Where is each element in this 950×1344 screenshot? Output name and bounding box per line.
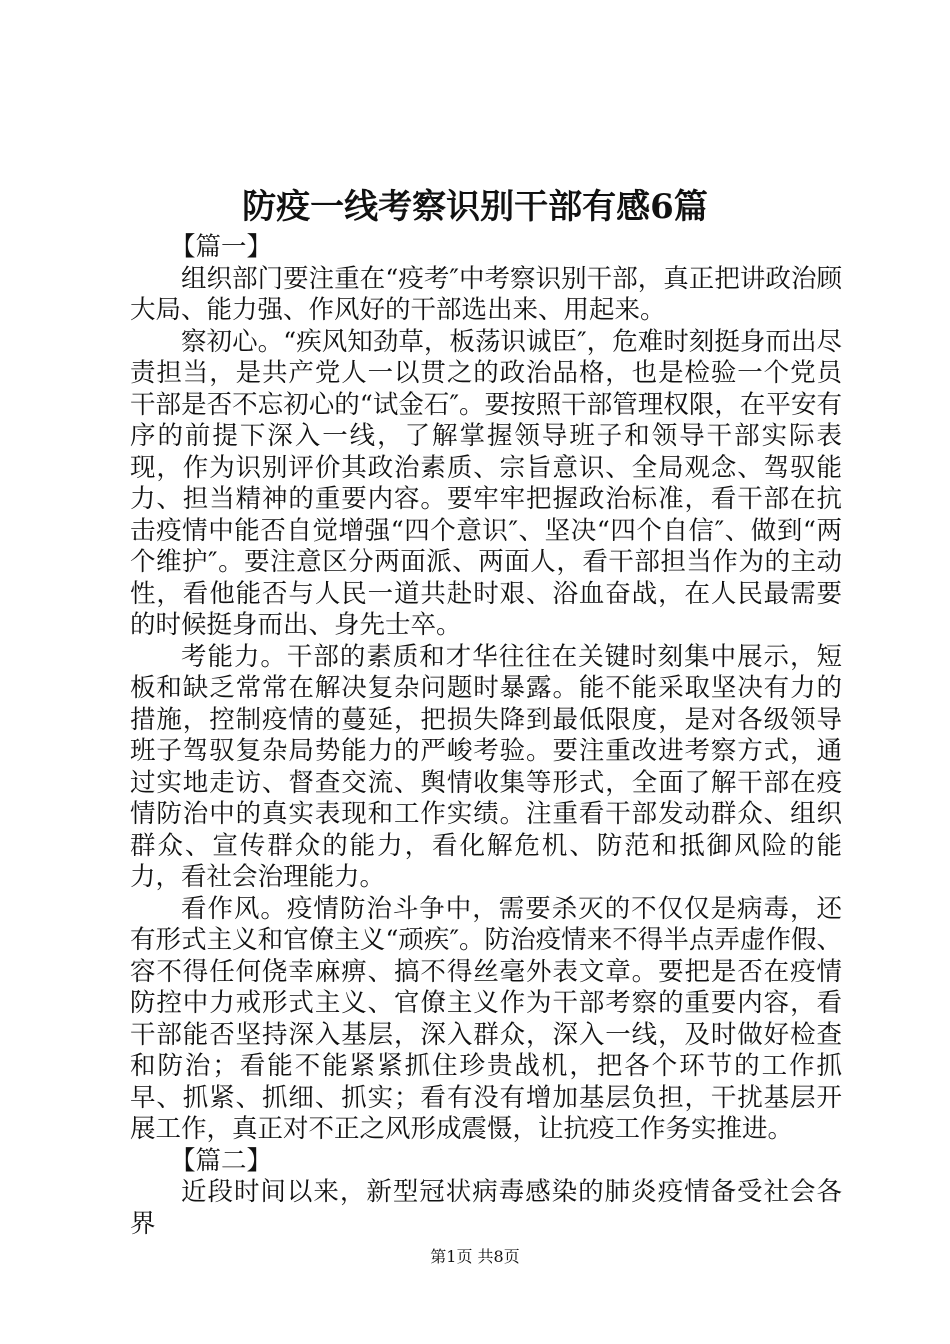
body-paragraph: 看作风。疫情防治斗争中，需要杀灭的不仅仅是病毒，还有形式主义和官僚主义“顽疾″。防治疫情来不得半点弄虚作假、容不得任何侥幸麻痹、搞不得丝毫外表文章。要把是否在疫情防控中力戒形式主义、官僚主义作为干部考察的重要内容，看干部能否坚持深入基层，深入群众，深入一线，及时做好检查和防治；看能不能紧紧抓住珍贵战机，把各个环节的工作抓早、抓紧、抓细、抓实；看有没有增加基层负担，干扰基层开展工作，真正对不正之风形成震慑，让抗疫工作务实推进。 — [130, 893, 842, 1144]
section-heading: 【篇二】 — [170, 1145, 273, 1176]
page-footer: 第1页 共8页 — [430, 1247, 520, 1266]
body-paragraph: 察初心。“疾风知劲草，板荡识诚臣″，危难时刻挺身而出尽责担当，是共产党人一以贯之的政治品格，也是检验一个党员干部是否不忘初心的“试金石″。要按照干部管理权限，在平安有序的前提下深入一线，了解掌握领导班子和领导干部实际表现，作为识别评价其政治素质、宗旨意识、全局观念、驾驭能力、担当精神的重要内容。要牢牢把握政治标准，看干部在抗击疫情中能否自觉增强“四个意识″、坚决“四个自信″、做到“两个维护″。要注意区分两面派、两面人，看干部担当作为的主动性，看他能否与人民一道共赴时艰、浴血奋战，在人民最需要的时候挺身而出、身先士卒。 — [130, 326, 842, 640]
body-paragraph: 组织部门要注重在“疫考″中考察识别干部，真正把讲政治顾大局、能力强、作风好的干部选出来、用起来。 — [130, 263, 842, 325]
body-paragraph: 考能力。干部的素质和才华往往在关键时刻集中展示，短板和缺乏常常在解决复杂问题时暴露。能不能采取坚决有力的措施，控制疫情的蔓延，把损失降到最低限度，是对各级领导班子驾驭复杂局势能力的严峻考验。要注重改进考察方式，通过实地走访、督查交流、舆情收集等形式，全面了解干部在疫情防治中的真实表现和工作实绩。注重看干部发动群众、组织群众、宣传群众的能力，看化解危机、防范和抵御风险的能力，看社会治理能力。 — [130, 641, 842, 892]
document-title: 防疫一线考察识别干部有感6篇 — [242, 187, 708, 227]
body-paragraph: 近段时间以来，新型冠状病毒感染的肺炎疫情备受社会各界 — [130, 1177, 842, 1239]
document-body — [130, 232, 842, 1240]
section-heading: 【篇一】 — [170, 232, 273, 262]
